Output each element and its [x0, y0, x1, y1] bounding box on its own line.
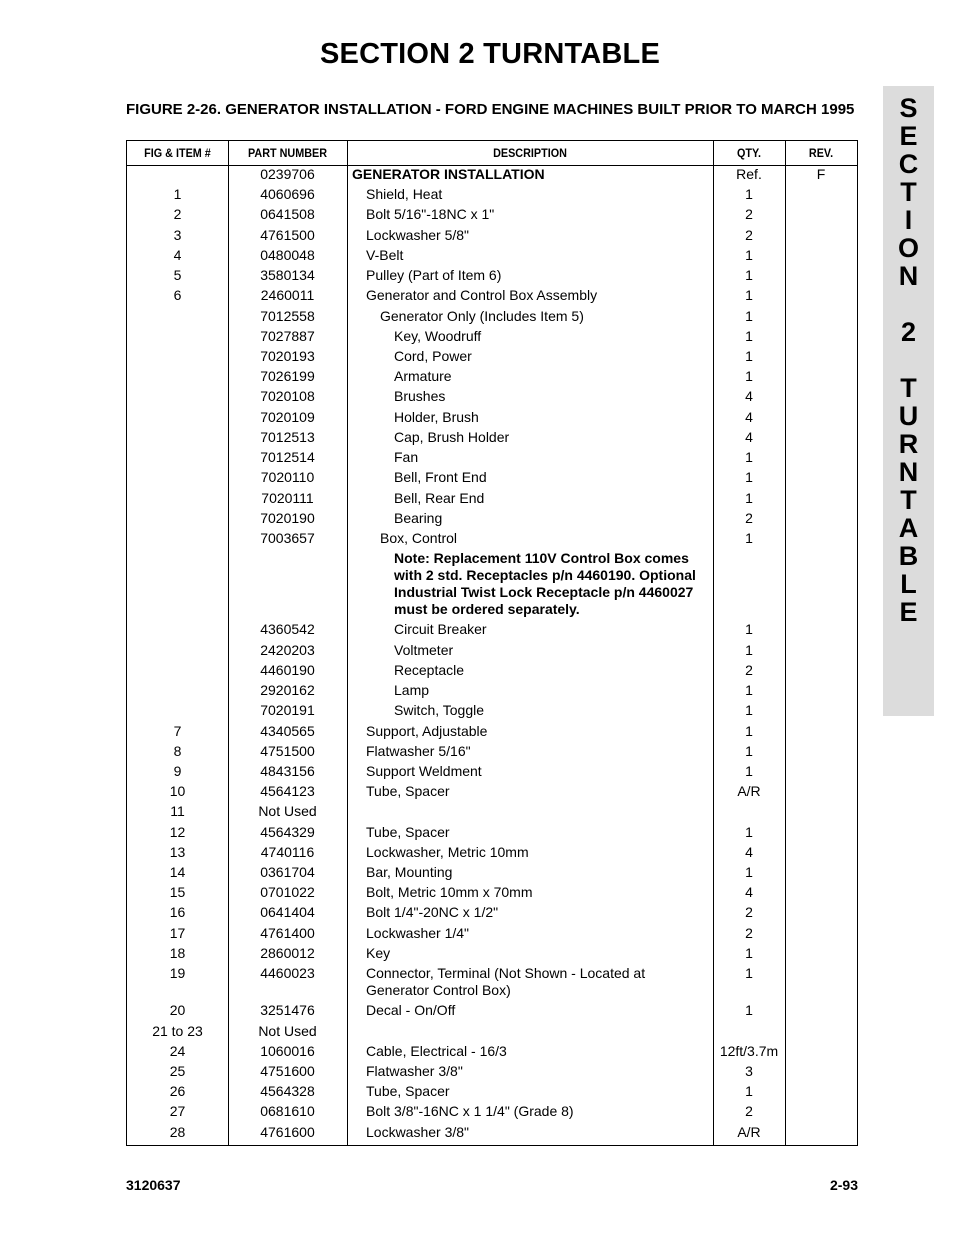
- divider-2: [347, 141, 348, 1145]
- row-description: Note: Replacement 110V Control Box comes with 2 std. Receptacles p/n 4460190. Optional Industrial Twist Lock Receptacle p/n 4460027 must be ordered separately.: [394, 550, 696, 618]
- row-part-number: 3580134: [260, 267, 315, 284]
- row-quantity: 4: [745, 428, 753, 445]
- row-description: Cord, Power: [394, 347, 472, 364]
- row-description: Holder, Brush: [394, 408, 479, 425]
- row-quantity: 1: [745, 347, 753, 364]
- row-description: Support Weldment: [366, 762, 482, 779]
- row-quantity: 1: [745, 965, 753, 982]
- row-part-number: 7020108: [260, 388, 315, 405]
- row-description: Lockwasher 3/8": [366, 1123, 470, 1140]
- row-part-number: 7020111: [261, 489, 314, 506]
- row-part-number: 7020191: [260, 702, 315, 719]
- row-part-number: 4564329: [260, 823, 315, 840]
- row-item-number: 5: [173, 267, 182, 284]
- row-quantity: A/R: [737, 1123, 761, 1140]
- row-part-number: 7012513: [260, 428, 315, 445]
- row-part-number: 4564123: [260, 783, 315, 800]
- row-item-number: 16: [169, 904, 186, 921]
- side-tab-letter: 2: [900, 317, 917, 347]
- row-description: Tube, Spacer: [366, 783, 450, 800]
- row-part-number: 7026199: [260, 368, 315, 385]
- header-rev: REV.: [808, 146, 834, 160]
- side-tab-letter: E: [899, 121, 918, 151]
- row-part-number: 3251476: [260, 1002, 315, 1019]
- row-quantity: 2: [745, 1103, 753, 1120]
- side-tab-letter: A: [898, 513, 919, 543]
- row-quantity: 4: [745, 843, 753, 860]
- row-description: Cap, Brush Holder: [394, 428, 510, 445]
- row-description: Bolt 5/16"-18NC x 1": [366, 206, 495, 223]
- row-part-number: 2460011: [260, 287, 315, 304]
- row-part-number: 1060016: [260, 1042, 315, 1059]
- row-description: Lockwasher 5/8": [366, 226, 470, 243]
- row-part-number: 4761600: [260, 1123, 315, 1140]
- row-quantity: 2: [745, 924, 753, 941]
- side-tab-letter: T: [900, 373, 917, 403]
- row-part-number: 0641404: [260, 904, 315, 921]
- row-part-number: 4460023: [260, 965, 315, 982]
- row-description: Lockwasher, Metric 10mm: [366, 843, 529, 860]
- row-quantity: 1: [745, 287, 753, 304]
- row-description: Flatwasher 3/8": [366, 1063, 463, 1080]
- row-item-number: 18: [169, 944, 186, 961]
- side-tab-letter: B: [898, 541, 919, 571]
- row-description: Tube, Spacer: [366, 823, 450, 840]
- row-quantity: 1: [745, 267, 753, 284]
- row-quantity: 1: [745, 702, 753, 719]
- row-item-number: 15: [169, 884, 186, 901]
- row-description: Brushes: [394, 388, 446, 405]
- row-part-number: 4761400: [260, 924, 315, 941]
- row-part-number: 7003657: [260, 529, 315, 546]
- row-part-number: 2920162: [260, 682, 315, 699]
- row-revision: F: [816, 166, 826, 182]
- row-quantity: 1: [745, 762, 753, 779]
- row-part-number: 0681610: [260, 1103, 315, 1120]
- row-quantity: 2: [745, 226, 753, 243]
- row-description: Bearing: [394, 509, 443, 526]
- row-description: Bolt 3/8"-16NC x 1 1/4" (Grade 8): [366, 1103, 574, 1120]
- row-item-number: 4: [173, 246, 182, 263]
- parts-table: [126, 140, 858, 1146]
- row-description: Bolt, Metric 10mm x 70mm: [366, 884, 533, 901]
- row-quantity: 1: [745, 864, 753, 881]
- row-item-number: 9: [173, 762, 182, 779]
- side-tab-letter: R: [898, 429, 919, 459]
- row-quantity: 4: [745, 884, 753, 901]
- row-description: Support, Adjustable: [366, 722, 488, 739]
- row-item-number: 27: [169, 1103, 186, 1120]
- page-number: 2-93: [829, 1177, 858, 1193]
- row-quantity: 1: [745, 1083, 753, 1100]
- row-part-number: 4460190: [260, 661, 315, 678]
- row-part-number: 7012558: [260, 307, 315, 324]
- row-description: Pulley (Part of Item 6): [366, 267, 502, 284]
- row-part-number: 7020193: [260, 347, 315, 364]
- row-description: Bar, Mounting: [366, 864, 453, 881]
- row-part-number: 4761500: [260, 226, 315, 243]
- row-item-number: 14: [169, 864, 186, 881]
- row-item-number: 19: [169, 965, 186, 982]
- row-quantity: 1: [745, 722, 753, 739]
- row-part-number: 2420203: [260, 641, 315, 658]
- row-description: Shield, Heat: [366, 186, 443, 203]
- side-tab-letter: U: [898, 401, 919, 431]
- row-quantity: 2: [745, 509, 753, 526]
- row-description: Key, Woodruff: [394, 327, 482, 344]
- row-quantity: 1: [745, 186, 753, 203]
- row-description: Generator Only (Includes Item 5): [380, 307, 584, 324]
- row-quantity: A/R: [737, 783, 761, 800]
- side-tab-letters: [883, 94, 934, 626]
- document-number: 3120637: [126, 1177, 181, 1193]
- row-part-number: 0239706: [260, 166, 315, 182]
- row-quantity: 2: [745, 661, 753, 678]
- row-description: Flatwasher 5/16": [366, 742, 471, 759]
- row-part-number: 4060696: [260, 186, 315, 203]
- row-item-number: 26: [169, 1083, 186, 1100]
- row-part-number: 4360542: [260, 621, 315, 638]
- row-description: Circuit Breaker: [394, 621, 487, 638]
- row-item-number: 10: [169, 783, 186, 800]
- row-item-number: 24: [169, 1042, 186, 1059]
- row-description: Connector, Terminal (Not Shown - Located at Generator Control Box): [366, 965, 646, 999]
- row-quantity: 3: [745, 1063, 753, 1080]
- row-description: GENERATOR INSTALLATION: [352, 166, 545, 182]
- row-description: Generator and Control Box Assembly: [366, 287, 598, 304]
- row-item-number: 2: [173, 206, 182, 223]
- row-part-number: 4740116: [260, 843, 315, 860]
- row-description: Switch, Toggle: [394, 702, 485, 719]
- row-quantity: 1: [745, 641, 753, 658]
- row-part-number: 0701022: [260, 884, 315, 901]
- row-part-number: 7020109: [260, 408, 315, 425]
- row-item-number: 1: [173, 186, 182, 203]
- row-quantity: 4: [745, 408, 753, 425]
- side-tab-letter: [883, 290, 934, 318]
- side-tab-letter: N: [898, 261, 919, 291]
- side-tab-letter: L: [900, 569, 917, 599]
- row-quantity: 1: [745, 368, 753, 385]
- row-part-number: 7027887: [260, 327, 315, 344]
- row-quantity: 1: [745, 1002, 753, 1019]
- row-part-number: 0361704: [260, 864, 315, 881]
- row-quantity: 1: [745, 246, 753, 263]
- row-quantity: 2: [745, 904, 753, 921]
- section-side-tab: [883, 86, 934, 716]
- side-tab-letter: O: [897, 233, 919, 263]
- row-part-number: 7012514: [260, 449, 315, 466]
- row-quantity: 1: [745, 682, 753, 699]
- side-tab-letter: N: [898, 457, 919, 487]
- section-title: SECTION 2 TURNTABLE: [320, 38, 660, 70]
- row-part-number: Not Used: [258, 803, 317, 820]
- row-description: Armature: [394, 368, 452, 385]
- row-item-number: 3: [173, 226, 182, 243]
- row-part-number: 4564328: [260, 1083, 315, 1100]
- row-description: Lockwasher 1/4": [366, 924, 470, 941]
- row-item-number: 20: [169, 1002, 186, 1019]
- row-description: Cable, Electrical - 16/3: [366, 1042, 507, 1059]
- row-item-number: 17: [169, 924, 186, 941]
- row-part-number: 4751600: [260, 1063, 315, 1080]
- divider-4: [785, 141, 786, 1145]
- row-item-number: 6: [173, 287, 182, 304]
- header-part-number: PART NUMBER: [247, 146, 328, 160]
- row-description: Receptacle: [394, 661, 465, 678]
- side-tab-letter: C: [898, 149, 919, 179]
- row-part-number: 7020190: [260, 509, 315, 526]
- row-item-number: 28: [169, 1123, 186, 1140]
- row-quantity: 1: [745, 469, 753, 486]
- row-quantity: 1: [745, 529, 753, 546]
- row-item-number: 8: [173, 742, 182, 759]
- row-quantity: 1: [745, 742, 753, 759]
- row-item-number: 21 to 23: [152, 1022, 203, 1039]
- row-part-number: 7020110: [260, 469, 315, 486]
- row-description: Bolt 1/4"-20NC x 1/2": [366, 904, 499, 921]
- row-quantity: 1: [745, 621, 753, 638]
- row-part-number: 0641508: [260, 206, 315, 223]
- side-tab-letter: S: [899, 93, 918, 123]
- row-quantity: 1: [745, 327, 753, 344]
- row-description: Fan: [394, 449, 419, 466]
- side-tab-letter: I: [904, 205, 913, 235]
- side-tab-letter: E: [899, 597, 918, 627]
- row-item-number: 13: [169, 843, 186, 860]
- row-item-number: 25: [169, 1063, 186, 1080]
- row-description: Box, Control: [380, 529, 458, 546]
- row-quantity: 1: [745, 307, 753, 324]
- row-description: Tube, Spacer: [366, 1083, 450, 1100]
- row-part-number: 4340565: [260, 722, 315, 739]
- side-tab-letter: T: [900, 485, 917, 515]
- side-tab-letter: [883, 346, 934, 374]
- row-quantity: 12ft/3.7m: [719, 1042, 779, 1059]
- row-description: Voltmeter: [394, 641, 454, 658]
- row-part-number: Not Used: [258, 1022, 317, 1039]
- row-quantity: 4: [745, 388, 753, 405]
- row-quantity: 1: [745, 449, 753, 466]
- row-description: Bell, Front End: [394, 469, 487, 486]
- row-quantity: Ref.: [736, 166, 762, 182]
- side-tab-letter: T: [900, 177, 917, 207]
- row-quantity: 1: [745, 489, 753, 506]
- row-description: V-Belt: [366, 246, 404, 263]
- row-quantity: 1: [745, 944, 753, 961]
- table-header: [127, 141, 857, 166]
- header-description: DESCRIPTION: [493, 146, 567, 160]
- header-qty: QTY.: [736, 146, 761, 160]
- figure-title: FIGURE 2-26. GENERATOR INSTALLATION - FORD ENGINE MACHINES BUILT PRIOR TO MARCH 1995: [126, 101, 855, 118]
- row-part-number: 4751500: [260, 742, 315, 759]
- row-description: Decal - On/Off: [366, 1002, 456, 1019]
- row-part-number: 2860012: [260, 944, 315, 961]
- row-item-number: 11: [170, 803, 185, 820]
- row-description: Lamp: [394, 682, 430, 699]
- row-part-number: 4843156: [260, 762, 315, 779]
- row-quantity: 1: [745, 823, 753, 840]
- row-item-number: 7: [173, 722, 182, 739]
- header-item: FIG & ITEM #: [144, 146, 211, 160]
- row-part-number: 0480048: [260, 246, 315, 263]
- row-item-number: 12: [169, 823, 186, 840]
- row-description: Key: [366, 944, 391, 961]
- row-quantity: 2: [745, 206, 753, 223]
- row-description: Bell, Rear End: [394, 489, 485, 506]
